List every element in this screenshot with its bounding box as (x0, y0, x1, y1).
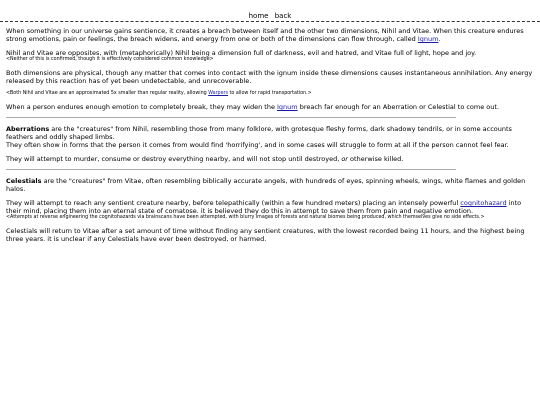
aberrations-paragraph-2 (6, 155, 534, 163)
aberrations-p1: are the "creatures" from Nihil, resembling those from many folklore, with grotesque fleshy forms, dark shadowy tendrils, or in some accounts feathers and oddly shaped limbs. (6, 125, 512, 141)
warpers-link[interactable]: Warpers (208, 91, 229, 96)
ignum-link-2[interactable]: Ignum (277, 103, 298, 111)
aberrations-paragraph-1 (6, 125, 534, 141)
aberrations-p2-start: They will attempt to murder, consume or destroy everything nearby, and will not stop until destroyed, (6, 155, 342, 163)
celestials-note: <Attempts at reverse engineering the cognitohazards via brainscans have been attempted, with blurry images of forests and natural biomes being produced, which themselves give no side effects.> (6, 215, 485, 220)
intro-paragraph-2: Nihil and Vitae are opposites, with (metaphorically) Nihil being a dimension full of darkness, evil and hatred, and Vitae full of light, hope and joy. (6, 49, 477, 57)
intro-paragraph-1 (6, 27, 534, 43)
note2-end: to allow for rapid transportation.> (228, 91, 312, 96)
intro-p1-text: When something in our universe gains sentience, it creates a breach between itself and the other two dimensions, Nihil and Vitae. When this creature endures strong emotions, pain or feelings, the breach widens, and energy from one or both of the dimensions can flow through, called (6, 27, 524, 43)
celestials-term: Celestials (6, 177, 42, 185)
intro-p1-end: . (438, 35, 441, 43)
intro-paragraph-4 (6, 103, 534, 111)
section-divider-2 (6, 169, 456, 170)
celestials-paragraph-1 (6, 177, 534, 193)
intro-p4-start: When a person endures enough emotion to completely break, they may widen the (6, 103, 278, 111)
ignum-link[interactable]: Ignum (417, 35, 439, 43)
aberrations-paragraph-1b: They often show in forms that the person it comes from would find 'horrifying', and in some cases will struggle to form at all if the person cannot feel fear. (6, 141, 509, 149)
cognitohazard-link[interactable]: cognitohazard (460, 199, 507, 207)
section-divider-1 (6, 117, 456, 118)
aberrations-p2-em: or (341, 155, 348, 163)
celestials-p1: are the "creatures" from Vitae, often resembling biblically accurate angels, with hundreds of eyes, spinning wheels, wings, white flames and golden halos. (6, 177, 526, 193)
intro-paragraph-3: Both dimensions are physical, though any matter that comes into contact with the ignum inside these dimensions causes instantaneous annihilation. Any energy released by this reaction has of yet been undetectable, and unrecoverable. (6, 69, 533, 85)
intro-p4-end: breach far enough for an Aberration or Celestial to come out. (297, 103, 500, 111)
top-nav-bar (0, 0, 540, 22)
note2-start: <Both Nihil and Vitae are an approximated 5x smaller than regular reality, allowing (6, 91, 209, 96)
celestials-p2-end: into their mind, placing them into an eternal state of comatose. it is believed they do this in attempt to save them from pain and negative emotion. (6, 199, 522, 215)
celestials-p2-start: They will attempt to reach any sentient creature nearby, before telepathically (within a few hundred meters) placing an intensely powerful (6, 199, 461, 207)
home-link[interactable]: home (248, 12, 269, 20)
aberrations-p2-end: otherwise killed. (347, 155, 404, 163)
celestials-paragraph-3: Celestials will return to Vitae after a set amount of time without finding any sentient creatures, with the lowest recorded being 11 hours, and the highest being three years. it is unclear if any Celestials have ever been destroyed, or harmed. (6, 227, 525, 243)
intro-note-2 (6, 91, 534, 97)
celestials-paragraph-2 (6, 199, 534, 215)
aberrations-term: Aberrations (6, 125, 50, 133)
back-link[interactable]: back (274, 12, 292, 20)
article-content (0, 22, 540, 243)
intro-note-1: <Neither of this is confirmed, though it is effectively considered common knowledge> (6, 57, 214, 62)
